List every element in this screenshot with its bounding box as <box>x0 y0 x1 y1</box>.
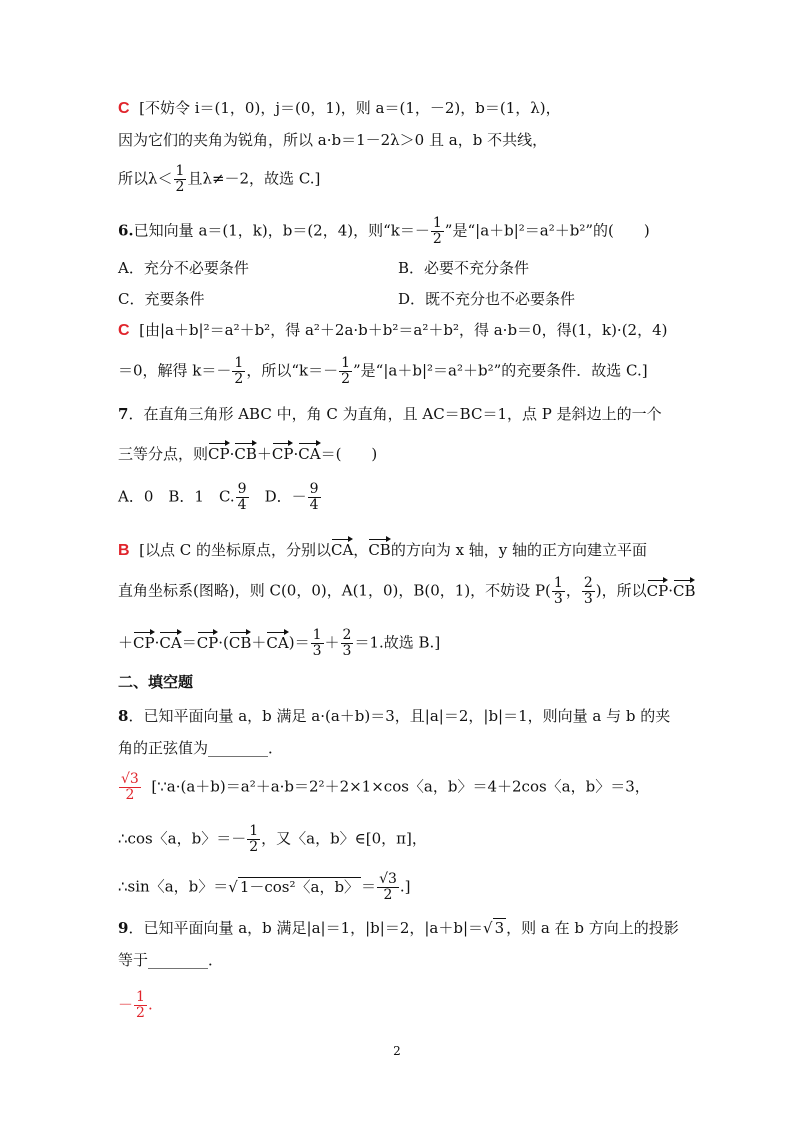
q7-options: A．0 B．1 C. $\frac{9}{4}$ D．－ $\frac{9}{4}$ <box>118 481 319 513</box>
vector-ca: CA <box>298 440 320 464</box>
vector-cp: CP <box>208 440 230 464</box>
vector-cp: CP <box>133 629 155 653</box>
q8-stem-line1: 8．已知平面向量 a，b 满足 a·(a＋b)＝3，且|a|＝2，|b|＝1，则向量 a 与 b 的夹 <box>118 707 671 725</box>
q7-answer-line1: B [以点 C 的坐标原点，分别以CA，CB的方向为 x 轴，y 轴的正方向建立平面 <box>118 536 716 561</box>
q5-answer-line1: C [不妨令 i＝(1，0)，j＝(0，1)，则 a＝(1，－2)，b＝(1，λ)， <box>118 99 561 117</box>
q6-answer-letter: C <box>118 322 130 339</box>
fraction: $\frac{2}{3}$ <box>583 575 593 607</box>
q6-option-d: D．既不充分也不必要条件 <box>398 290 576 308</box>
page-number: 2 <box>393 1044 401 1058</box>
q6-stem: 6.已知向量 a＝(1，k)，b＝(2，4)，则“k＝－ $\frac{1}{2}$ ”是“|a＋b|²＝a²＋b²”的( ) <box>118 215 650 247</box>
fraction: $\frac{1}{3}$ <box>312 627 322 659</box>
q6-options-row1 <box>118 258 716 278</box>
fraction: $\frac{1}{3}$ <box>553 575 563 607</box>
vector-cb: CB <box>234 440 257 464</box>
vector-cb: CB <box>368 536 391 560</box>
fraction: $\frac{1}{2}$ <box>175 163 185 195</box>
q7-answer-line2: 直角坐标系(图略)，则 C(0，0)，A(1，0)，B(0，1)，不妨设 P( $\frac{1}{3}$ ， $\frac{2}{3}$ )，所以CP·CB <box>118 575 696 607</box>
q5-answer-line3: 所以λ＜ $\frac{1}{2}$ 且λ≠－2，故选 C.] <box>118 163 321 195</box>
q7-answer-line3: ＋CP·CA＝CP·(CB＋CA)＝ $\frac{1}{3}$ ＋ $\frac{2}{3}$ ＝1.故选 B.] <box>118 627 441 659</box>
q6-answer-line1: C [由|a＋b|²＝a²＋b²，得 a²＋2a·b＋b²＝a²＋b²，得 a·b＝0，得(1，k)·(2，4) <box>118 321 668 339</box>
q7-stem-line1: 7．在直角三角形 ABC 中，角 C 为直角，且 AC＝BC＝1，点 P 是斜边上的一个 <box>118 405 662 423</box>
fraction: $\frac{9}{4}$ <box>237 481 247 513</box>
sqrt-expression: √ 1－cos²〈a，b〉 <box>228 877 360 896</box>
vector-ca: CA <box>331 536 353 560</box>
fraction: $\frac{√3}{2}$ <box>379 871 397 903</box>
q9-stem-line2: 等于________． <box>118 951 224 969</box>
vector-cp: CP <box>197 629 219 653</box>
q6-options-row2 <box>118 289 716 309</box>
fraction: $\frac{1}{2}$ <box>136 989 145 1021</box>
q8-answer-line1: $\frac{√3}{2}$ [∵a·(a＋b)＝a²＋a·b＝2²＋2×1×cos〈a，b〉＝4＋2cos〈a，b〉＝3， <box>121 771 650 803</box>
q5-answer-line2: 因为它们的夹角为锐角，所以 a·b＝1－2λ＞0 且 a，b 不共线， <box>118 131 548 149</box>
fraction: $\frac{1}{2}$ <box>249 823 259 855</box>
fraction: $\frac{1}{2}$ <box>234 355 244 387</box>
q7-stem-line2: 三等分点，则CP·CB＋CP·CA＝( ) <box>118 440 716 464</box>
q8-answer-value: $\frac{√3}{2}$ <box>121 771 139 803</box>
q6-option-c: C．充要条件 <box>118 290 205 308</box>
fraction: $\frac{1}{2}$ <box>432 215 442 247</box>
fraction: $\frac{9}{4}$ <box>309 481 319 513</box>
q8-answer-line3: ∴sin〈a，b〉＝√ 1－cos²〈a，b〉 ＝ $\frac{√3}{2}$ .] <box>118 871 411 903</box>
q6-answer-line2: ＝0，解得 k＝－ $\frac{1}{2}$ ，所以“k＝－ $\frac{1}{2}$ ”是“|a＋b|²＝a²＋b²”的充要条件．故选 C.] <box>118 355 648 387</box>
sqrt-expression: √ 3 <box>483 919 505 937</box>
q6-option-a: A．充分不必要条件 <box>118 259 249 277</box>
q7-answer-letter: B <box>118 542 130 559</box>
vector-ca: CA <box>266 629 288 653</box>
vector-cp: CP <box>272 440 294 464</box>
section-heading: 二、填空题 <box>118 673 194 691</box>
q9-stem-line1: 9．已知平面向量 a，b 满足|a|＝1，|b|＝2，|a＋b|＝√ 3 ，则 a 在 b 方向上的投影 <box>118 919 679 937</box>
q9-answer: － $\frac{1}{2}$ . <box>118 989 153 1021</box>
q8-answer-line2: ∴cos〈a，b〉＝－ $\frac{1}{2}$ ，又〈a，b〉∈[0，π]， <box>118 823 427 855</box>
vector-ca: CA <box>159 629 181 653</box>
q8-stem-line2: 角的正弦值为________． <box>118 739 284 757</box>
q5-answer-letter: C <box>118 100 130 117</box>
fraction: $\frac{2}{3}$ <box>342 627 352 659</box>
vector-cb: CB <box>229 629 252 653</box>
vector-cp: CP <box>647 577 669 601</box>
q6-option-b: B．必要不充分条件 <box>398 259 530 277</box>
fraction: $\frac{1}{2}$ <box>341 355 351 387</box>
vector-cb: CB <box>673 577 696 601</box>
